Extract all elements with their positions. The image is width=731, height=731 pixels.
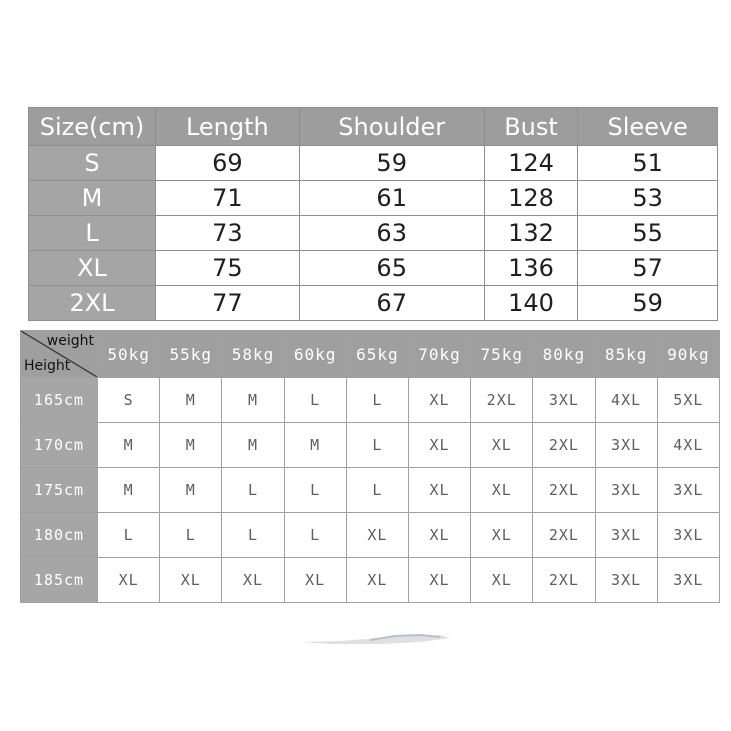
size-recommendation-table xyxy=(20,330,720,603)
height-label: 180cm xyxy=(21,513,98,558)
size-table-header-row xyxy=(29,108,718,146)
shoulder-column-header: Shoulder xyxy=(299,108,484,146)
size-cell: XL xyxy=(98,558,160,603)
bust-cell: 124 xyxy=(484,146,578,181)
size-cell: L xyxy=(284,378,346,423)
weight-column-header: 58kg xyxy=(222,331,284,378)
length-cell: 75 xyxy=(156,251,300,286)
size-column-header: Size(cm) xyxy=(29,108,156,146)
weight-column-header: 90kg xyxy=(657,331,719,378)
size-label: XL xyxy=(29,251,156,286)
size-cell: XL xyxy=(408,378,470,423)
weight-header-row xyxy=(21,331,720,378)
table-row xyxy=(21,468,720,513)
shoulder-cell: 61 xyxy=(299,181,484,216)
size-cell: 3XL xyxy=(595,558,657,603)
length-cell: 77 xyxy=(156,286,300,321)
table-row xyxy=(21,378,720,423)
shoulder-cell: 67 xyxy=(299,286,484,321)
shoulder-cell: 65 xyxy=(299,251,484,286)
size-cell: 3XL xyxy=(657,513,719,558)
table-row xyxy=(29,146,718,181)
size-cell: L xyxy=(346,423,408,468)
length-cell: 71 xyxy=(156,181,300,216)
size-cell: XL xyxy=(222,558,284,603)
weight-column-header: 60kg xyxy=(284,331,346,378)
size-cell: 3XL xyxy=(595,468,657,513)
weight-column-header: 85kg xyxy=(595,331,657,378)
table-row xyxy=(21,513,720,558)
size-cell: XL xyxy=(408,558,470,603)
size-cell: 4XL xyxy=(595,378,657,423)
size-cell: 4XL xyxy=(657,423,719,468)
size-cell: 3XL xyxy=(533,378,595,423)
size-cell: 2XL xyxy=(533,468,595,513)
table-row xyxy=(29,181,718,216)
size-cell: L xyxy=(346,378,408,423)
size-cell: XL xyxy=(471,558,533,603)
weight-column-header: 70kg xyxy=(408,331,470,378)
size-cell: XL xyxy=(160,558,222,603)
size-cell: L xyxy=(222,468,284,513)
sleeve-cell: 55 xyxy=(578,216,718,251)
size-cell: XL xyxy=(408,423,470,468)
size-cell: 2XL xyxy=(533,513,595,558)
sleeve-cell: 57 xyxy=(578,251,718,286)
size-measurement-table xyxy=(28,107,718,321)
size-cell: M xyxy=(98,423,160,468)
height-axis-label: Height xyxy=(24,358,71,374)
table-row xyxy=(29,251,718,286)
size-cell: 2XL xyxy=(533,558,595,603)
size-cell: L xyxy=(160,513,222,558)
bust-cell: 140 xyxy=(484,286,578,321)
size-cell: XL xyxy=(408,513,470,558)
height-label: 170cm xyxy=(21,423,98,468)
sleeve-cell: 51 xyxy=(578,146,718,181)
size-cell: L xyxy=(284,513,346,558)
length-column-header: Length xyxy=(156,108,300,146)
bust-column-header: Bust xyxy=(484,108,578,146)
size-cell: L xyxy=(222,513,284,558)
bust-cell: 136 xyxy=(484,251,578,286)
size-cell: M xyxy=(284,423,346,468)
sleeve-cell: 53 xyxy=(578,181,718,216)
size-cell: M xyxy=(98,468,160,513)
size-cell: 2XL xyxy=(533,423,595,468)
image-artifact-smudge xyxy=(300,632,450,646)
size-cell: M xyxy=(160,378,222,423)
size-cell: M xyxy=(160,468,222,513)
weight-column-header: 75kg xyxy=(471,331,533,378)
size-label: L xyxy=(29,216,156,251)
size-cell: M xyxy=(222,378,284,423)
size-cell: 5XL xyxy=(657,378,719,423)
size-cell: 3XL xyxy=(595,423,657,468)
size-cell: 3XL xyxy=(657,558,719,603)
height-label: 175cm xyxy=(21,468,98,513)
size-cell: XL xyxy=(346,513,408,558)
size-cell: XL xyxy=(408,468,470,513)
size-cell: L xyxy=(346,468,408,513)
height-label: 165cm xyxy=(21,378,98,423)
size-cell: L xyxy=(284,468,346,513)
weight-column-header: 65kg xyxy=(346,331,408,378)
weight-column-header: 80kg xyxy=(533,331,595,378)
size-cell: M xyxy=(160,423,222,468)
size-cell: S xyxy=(98,378,160,423)
table-row xyxy=(29,216,718,251)
table-row xyxy=(21,558,720,603)
sleeve-column-header: Sleeve xyxy=(578,108,718,146)
shoulder-cell: 59 xyxy=(299,146,484,181)
weight-column-header: 50kg xyxy=(98,331,160,378)
size-cell: XL xyxy=(471,468,533,513)
bust-cell: 132 xyxy=(484,216,578,251)
weight-axis-label: weight xyxy=(46,333,94,349)
bust-cell: 128 xyxy=(484,181,578,216)
length-cell: 69 xyxy=(156,146,300,181)
length-cell: 73 xyxy=(156,216,300,251)
size-cell: 2XL xyxy=(471,378,533,423)
table-row xyxy=(29,286,718,321)
size-cell: XL xyxy=(346,558,408,603)
size-label: S xyxy=(29,146,156,181)
size-cell: XL xyxy=(471,423,533,468)
size-label: 2XL xyxy=(29,286,156,321)
height-label: 185cm xyxy=(21,558,98,603)
sleeve-cell: 59 xyxy=(578,286,718,321)
size-label: M xyxy=(29,181,156,216)
corner-header-cell xyxy=(21,331,98,378)
weight-column-header: 55kg xyxy=(160,331,222,378)
size-cell: 3XL xyxy=(595,513,657,558)
size-cell: 3XL xyxy=(657,468,719,513)
size-cell: L xyxy=(98,513,160,558)
size-cell: XL xyxy=(471,513,533,558)
table-row xyxy=(21,423,720,468)
shoulder-cell: 63 xyxy=(299,216,484,251)
size-cell: XL xyxy=(284,558,346,603)
size-cell: M xyxy=(222,423,284,468)
